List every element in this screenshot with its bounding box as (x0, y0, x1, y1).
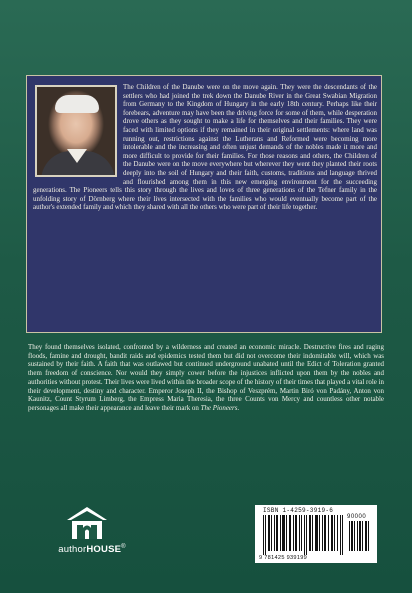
price-code: 90000 (347, 514, 367, 520)
author-photo (35, 85, 117, 177)
isbn-barcode (255, 505, 377, 563)
synopsis-text: The Children of the Danube were on the move again. They were the descendants of the settlers who had joined the trek down the Danube River in the Great Swabian Migration from Germany to the Kingdom of Hungary in the early 18th century. Perhaps like their forebears, adventure may have been the driving force for some of them, while desperation drove others as they sought to make a life for themselves and their families. They were faced with limited options if they remained in their original settlements: where land was running out, restrictions against the Lutherans and Reformed were becoming more intolerable and the increasing and often unjust demands of the nobles made it more and more difficult to provide for their families. For those reasons and others, the Children of the Danube were on the move everywhere but wherever they went they planted their roots deeply into the soil of Hungary and their faith, customs, traditions and language thrived and flourished among them in this new emerging environment for the succeeding generations. The Pioneers tells this story through the lives and loves of three generations of the Tefner family in the unfolding story of Dörnberg where their lives intersected with the families who would eventually become part of the author's extended family and which they shared with all the others who were part of their life together. (33, 83, 377, 212)
isbn-number: ISBN 1-4259-3919-6 (263, 507, 334, 514)
synopsis-paragraph (33, 83, 377, 212)
publisher-name: authorHOUSE® (58, 544, 126, 556)
book-title: The Pioneers (200, 403, 238, 412)
ean-digits: 9 781425 939199 (259, 555, 308, 561)
description-paragraph (28, 343, 384, 413)
description-text: They found themselves isolated, confronted by a wilderness and created an economic miracle. Destructive fires and raging floods, famine and drought, bandit raids and epidemics tested them but did not overcome their indomitable will, which was sustained by their faith. A faith that was outlawed but continued underground unabated until the Edict of Toleration granted them freedom of conscience. Nor would they simply cower before the injustices inflicted upon them by the nobles and authorities without protest. Their lives were lived within the broader scope of the history of their times that played a vital role in their development, destiny and character. Emperor Joseph II, the Bishop of Veszprém, Martin Biró von Padány, Anton von Kaunitz, Count Styrum Limberg, the Empress Maria Theresia, the three Counts von Mercy and countless other notable personages all make their appearance and leave their mark on (28, 343, 384, 412)
synopsis-panel (26, 75, 382, 333)
barcode-bars (261, 515, 371, 555)
description-end: . (237, 403, 240, 412)
house-icon (65, 506, 109, 540)
publisher-logo (44, 506, 134, 566)
